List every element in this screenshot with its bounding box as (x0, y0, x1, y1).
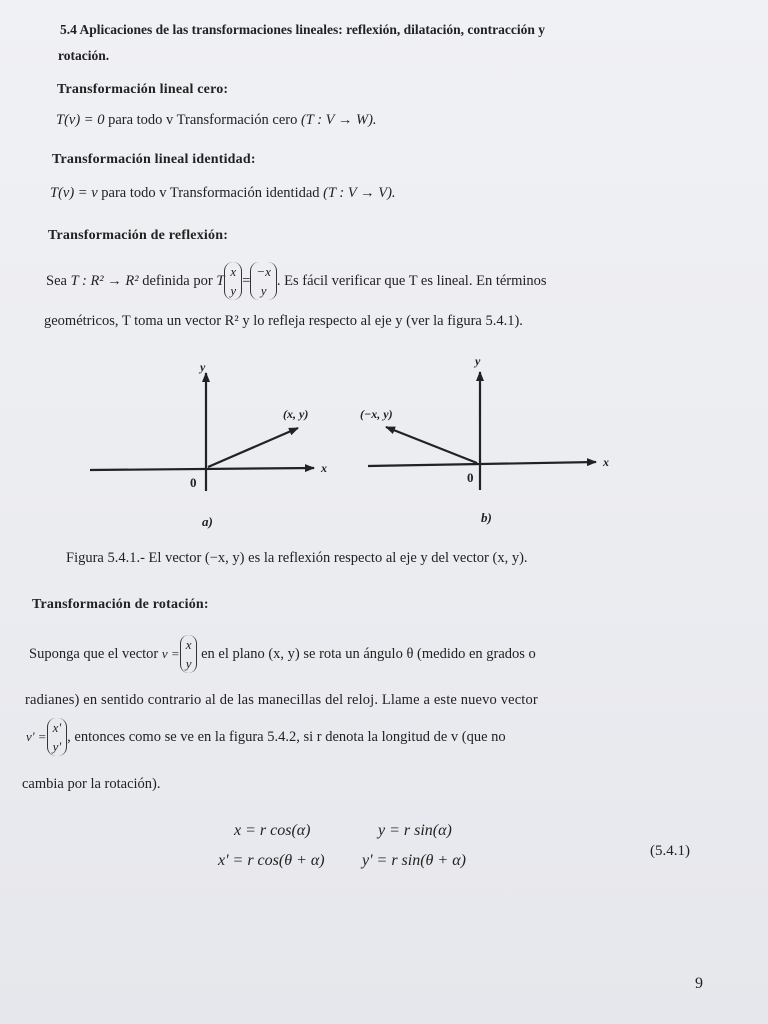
equation-x: x = r cos(α) (234, 822, 311, 839)
rotation-v-eq: v = (161, 646, 180, 661)
figure-b-caption: b) (481, 510, 492, 525)
matrix-xy (224, 262, 242, 300)
page-number: 9 (695, 975, 703, 992)
rotation-line3 (26, 718, 506, 756)
heading-reflection: Transformación de reflexión: (48, 228, 229, 243)
equation-number: (5.4.1) (650, 843, 690, 859)
heading-rotation: Transformación de rotación: (32, 597, 209, 612)
figure-b-vector (386, 427, 477, 463)
figure-a-x-axis (90, 468, 314, 470)
rotation-p3: , entonces como se ve en la figura 5.4.2, si r denota la longitud de v (que no (67, 728, 506, 745)
figure-b-origin: 0 (467, 470, 474, 485)
equation-y: y = r sin(α) (378, 822, 452, 839)
figure-b-x-label: x (603, 455, 609, 469)
rotation-p1-b: en el plano (x, y) se rota un ángulo θ (medido en grados o (201, 645, 536, 662)
zero-map: (T : V → W). (300, 112, 377, 128)
figure-a-vector (208, 428, 298, 467)
zero-formula: T(v) = 0 (56, 112, 105, 128)
zero-line (56, 112, 377, 129)
figure-a-origin: 0 (190, 475, 197, 490)
heading-zero: Transformación lineal cero: (57, 82, 229, 97)
matrix-negx-y (250, 262, 277, 300)
reflection-line2: geométricos, T toma un vector R² y lo refleja respecto al eje y (ver la figura 5.4.1). (44, 313, 523, 329)
rotation-vp-eq: v' = (26, 729, 47, 744)
figure-a-caption: a) (202, 514, 213, 529)
figure-a-x-label: x (321, 461, 327, 475)
matrix-vprime-top: x' (52, 720, 62, 735)
figure-b-point-label: (−x, y) (360, 407, 393, 421)
matrix-v-top: x (185, 637, 192, 652)
identity-map: (T : V → V). (323, 185, 396, 201)
reflection-defined: definida por (142, 272, 213, 289)
identity-line (50, 185, 396, 202)
matrix-v (180, 635, 198, 673)
matrix-v-bot: y (185, 656, 192, 671)
matrix-vprime-bot: y' (52, 739, 62, 754)
figure-a-point-label: (x, y) (283, 407, 309, 421)
zero-text: para todo v Transformación cero (108, 112, 298, 128)
equation-y-prime: y' = r sin(θ + α) (362, 852, 466, 869)
figure-a-y-label: y (200, 360, 206, 374)
rotation-p1-a: Suponga que el vector (29, 645, 159, 662)
figure-b (364, 350, 614, 530)
reflection-eq: = (242, 272, 251, 289)
identity-text: para todo v Transformación identidad (101, 185, 320, 201)
matrix-negx-y-bot: y (260, 283, 267, 298)
rotation-line1 (29, 635, 536, 673)
section-title: 5.4 Aplicaciones de las transformaciones lineales: reflexión, dilatación, contracción y (60, 22, 545, 37)
matrix-negx-y-top: −x (256, 264, 271, 279)
figure-b-x-axis (368, 462, 596, 466)
section-title-cont: rotación. (58, 48, 110, 63)
heading-identity: Transformación lineal identidad: (52, 152, 256, 167)
figure-caption: Figura 5.4.1.- El vector (−x, y) es la reflexión respecto al eje y del vector (x, y). (66, 550, 528, 566)
figure-b-y-label: y (475, 354, 481, 368)
reflection-map: T : R² → R² (70, 272, 139, 289)
figure-a (86, 355, 336, 535)
reflection-sea: Sea (46, 272, 67, 289)
matrix-xy-bot: y (230, 283, 237, 298)
matrix-vprime (47, 718, 68, 756)
reflection-after: . Es fácil verificar que T es lineal. En términos (276, 272, 547, 289)
identity-formula: T(v) = v (50, 185, 98, 201)
reflection-T: T (216, 272, 225, 289)
rotation-line4: cambia por la rotación). (22, 776, 161, 792)
reflection-line1 (46, 262, 547, 300)
rotation-line2: radianes) en sentido contrario al de las manecillas del reloj. Llame a este nuevo vector (25, 692, 538, 708)
equation-x-prime: x' = r cos(θ + α) (218, 852, 325, 869)
matrix-xy-top: x (230, 264, 237, 279)
